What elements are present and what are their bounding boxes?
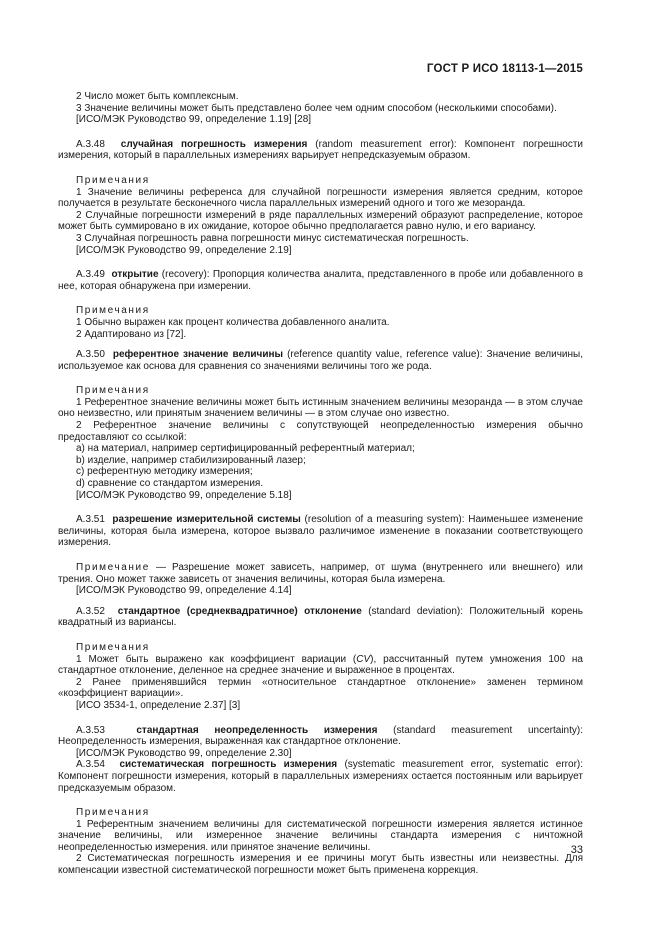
list-item: d) сравнение со стандартом измерения. — [76, 478, 264, 490]
term-definition: (resolution of a measuring system): Наименьшее изменение величины, которая была измерена, которое вызвало различимое изменение в показании соответствующего измерения. — [58, 514, 584, 549]
note-line: 1 Референтным значением величины для систематической погрешности измерения является истинное значение величины, или измеренное значение величины стандарта измерения с ничтожной неопределенностью измерения. или принятое значение величины. — [58, 818, 583, 853]
term-definition: (random measurement error): Компонент погрешности измерения, который в параллельных измерениях варьирует непредсказуемым образом. — [58, 138, 583, 162]
note-line: 2 Число может быть комплексным. — [76, 91, 239, 102]
note-line: 2 Случайные погрешности измерений в ряде параллельных измерений образуют распределение, которое может быть суммировано в их ожидание, которое обычно предполагается равно нулю, и его вариансу. — [58, 209, 583, 233]
term-number: A.3.51 — [76, 514, 105, 526]
term-name: референтное значение величины — [112, 349, 284, 361]
note-line: 2 Адаптировано из [72]. — [76, 328, 187, 340]
reference-line: [ИСО 3534-1, определение 2.37] [3] — [76, 699, 241, 711]
term-name: открытие — [111, 269, 159, 281]
term-name: разрешение измерительной системы — [112, 514, 301, 526]
note-line — [58, 654, 583, 677]
term-definition: (systematic measurement error, systematic error): Компонент погрешности измерения, который в параллельных измерениях остается постоянным или варьирует предсказуемым образом. — [58, 759, 584, 794]
term-a349 — [58, 269, 583, 292]
term-a351 — [58, 514, 583, 549]
notes-heading: Примечания — [76, 305, 150, 317]
term-a354 — [58, 759, 583, 794]
term-definition: (standard deviation): Положительный корень квадратный из вариансы. — [58, 605, 583, 629]
term-definition: (standard measurement uncertainty): Неопределенность измерения, выраженная как стандартное отклонение. — [58, 724, 583, 748]
term-number: A.3.48 — [76, 138, 105, 150]
note-text: ), рассчитанный путем умножения 100 на стандартное отклонение, деленное на среднее значение и выраженное в процентах. — [58, 653, 583, 677]
term-definition: (reference quantity value, reference value): Значение величины, используемое как основа для сравнения со значениями величины того же рода. — [58, 349, 583, 372]
document-code: ГОСТ Р ИСО 18113-1—2015 — [426, 63, 583, 75]
term-name: случайная погрешность измерения — [120, 138, 308, 150]
reference-line: [ИСО/МЭК Руководство 99, определение 5.18] — [76, 489, 292, 501]
note-line: 2 Систематическая погрешность измерения и ее причины могут быть известны или неизвестны. Для компенсации известной систематической погрешности может быть применена коррекция. — [58, 853, 583, 877]
term-number: A.3.53 — [76, 724, 105, 736]
notes-heading: Примечания — [76, 174, 150, 186]
note-line: 2 Ранее применявшийся термин «относительное стандартное отклонение» заменен термином «коэффициент вариации». — [58, 676, 583, 700]
cv-abbreviation: CV — [356, 653, 371, 665]
term-name: стандартное (среднеквадратичное) отклонение — [117, 605, 362, 617]
note-line: 2 Референтное значение величины с сопутствующей неопределенностью измерения обычно предоставляют со ссылкой: — [58, 420, 583, 443]
term-a348 — [58, 139, 583, 162]
term-a353 — [58, 725, 583, 748]
term-a352 — [58, 606, 583, 629]
page-number: 33 — [570, 844, 583, 856]
term-name: стандартная неопределенность измерения — [136, 724, 378, 736]
list-item: a) на материал, например сертифицированный референтный материал; — [76, 443, 415, 455]
term-a350 — [58, 349, 583, 372]
list-item: b) изделие, например стабилизированный лазер; — [76, 454, 306, 466]
term-name: систематическая погрешность измерения — [119, 759, 338, 771]
reference-line: [ИСО/МЭК Руководство 99, определение 2.19] — [76, 244, 292, 256]
note-line: 1 Обычно выражен как процент количества добавленного аналита. — [76, 316, 390, 328]
notes-heading: Примечания — [76, 807, 150, 819]
list-item: c) референтную методику измерения; — [76, 466, 253, 478]
note-text: — Разрешение может зависеть, например, от шума (внутреннего или внешнего) или трения. Оно может также зависеть от значения величины, которая была измерена. — [58, 562, 583, 585]
note-text: 1 Может быть выражено как коэффициент вариации ( — [76, 653, 357, 665]
note-line: 3 Случайная погрешность равна погрешности минус систематическая погрешность. — [76, 232, 469, 244]
term-number: A.3.49 — [76, 269, 105, 281]
single-note — [58, 562, 583, 585]
notes-heading: Примечания — [76, 641, 150, 653]
reference-line: [ИСО/МЭК Руководство 99, определение 2.30] — [76, 747, 292, 759]
term-number: A.3.52 — [76, 605, 105, 617]
note-label: Примечание — [76, 562, 150, 573]
notes-heading: Примечания — [76, 385, 150, 397]
reference-line: [ИСО/МЭК Руководство 99, определение 4.14] — [76, 585, 292, 597]
term-number: A.3.50 — [76, 349, 105, 361]
term-definition: (recovery): Пропорция количества аналита, представленного в пробе или добавленного в нее, которая обнаружена при измерении. — [58, 269, 583, 292]
reference-line: [ИСО/МЭК Руководство 99, определение 1.19] [28] — [76, 114, 312, 126]
note-line: 3 Значение величины может быть представлено более чем одним способом (несколькими способами). — [76, 102, 557, 114]
note-line: 1 Референтное значение величины может быть истинным значением величины мезоранда — в этом случае оно неизвестно, или принятым значением величины — в этом случае оно известно. — [58, 396, 583, 420]
document-body — [58, 91, 583, 877]
term-number: A.3.54 — [76, 759, 105, 771]
note-line: 1 Значение величины референса для случайной погрешности измерения является средним, которое получается в результате бесконечного числа параллельных измерений одного и того же мезоранда. — [58, 186, 583, 210]
